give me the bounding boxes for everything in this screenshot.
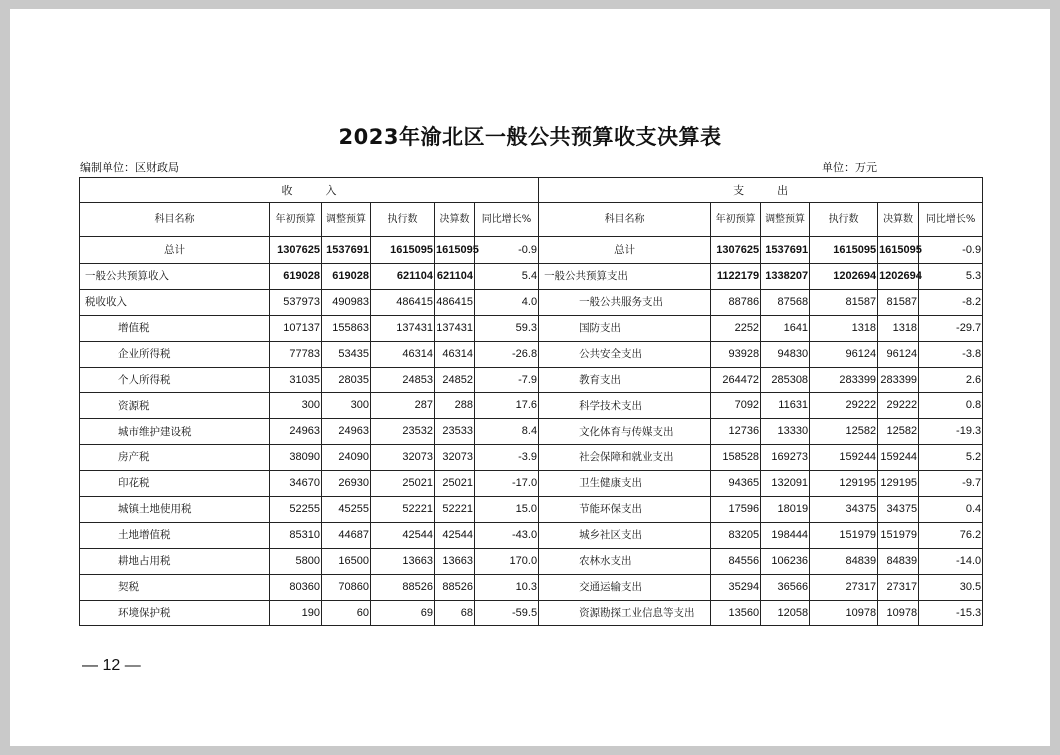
income-value-cell: 170.0 <box>475 548 539 574</box>
income-value-cell: 155863 <box>322 315 371 341</box>
income-item-name: 增值税 <box>80 315 270 341</box>
expense-value-cell: 2.6 <box>919 367 983 393</box>
income-item-name: 房产税 <box>80 445 270 471</box>
expense-item-name: 总计 <box>539 237 711 264</box>
expense-item-name: 一般公共预算支出 <box>539 264 711 290</box>
income-value-cell: 619028 <box>270 264 322 290</box>
expense-value-cell: 12058 <box>761 600 810 626</box>
income-value-cell: 46314 <box>435 341 475 367</box>
income-value-cell: 53435 <box>322 341 371 367</box>
income-value-cell: 24090 <box>322 445 371 471</box>
table-row <box>80 367 983 393</box>
income-item-name: 环境保护税 <box>80 600 270 626</box>
column-header: 年初预算 <box>711 203 761 237</box>
table-row <box>80 522 983 548</box>
document-page <box>10 9 1050 746</box>
income-section-header: 收 入 <box>80 178 539 203</box>
expense-item-name: 节能环保支出 <box>539 497 711 523</box>
expense-value-cell: 29222 <box>878 393 919 419</box>
expense-value-cell: 159244 <box>810 445 878 471</box>
expense-value-cell: 18019 <box>761 497 810 523</box>
expense-value-cell: -0.9 <box>919 237 983 264</box>
expense-value-cell: -9.7 <box>919 471 983 497</box>
expense-value-cell: 169273 <box>761 445 810 471</box>
income-item-name: 企业所得税 <box>80 341 270 367</box>
income-item-name: 一般公共预算收入 <box>80 264 270 290</box>
income-value-cell: 46314 <box>371 341 435 367</box>
expense-value-cell: 29222 <box>810 393 878 419</box>
expense-value-cell: 87568 <box>761 289 810 315</box>
expense-value-cell: 1307625 <box>711 237 761 264</box>
column-header: 决算数 <box>878 203 919 237</box>
table-row <box>80 237 983 264</box>
income-value-cell: 24963 <box>322 419 371 445</box>
income-item-name: 税收收入 <box>80 289 270 315</box>
income-value-cell: -17.0 <box>475 471 539 497</box>
income-value-cell: -3.9 <box>475 445 539 471</box>
income-value-cell: 137431 <box>435 315 475 341</box>
table-row <box>80 419 983 445</box>
expense-value-cell: 94830 <box>761 341 810 367</box>
expense-value-cell: 5.3 <box>919 264 983 290</box>
income-value-cell: 59.3 <box>475 315 539 341</box>
income-value-cell: -26.8 <box>475 341 539 367</box>
income-value-cell: 25021 <box>435 471 475 497</box>
expense-value-cell: 2252 <box>711 315 761 341</box>
expense-value-cell: 1318 <box>878 315 919 341</box>
expense-value-cell: 132091 <box>761 471 810 497</box>
income-value-cell: 34670 <box>270 471 322 497</box>
expense-value-cell: -19.3 <box>919 419 983 445</box>
budget-table <box>79 177 983 626</box>
column-header: 科目名称 <box>539 203 711 237</box>
income-item-name: 资源税 <box>80 393 270 419</box>
expense-value-cell: 12736 <box>711 419 761 445</box>
expense-value-cell: 84556 <box>711 548 761 574</box>
expense-value-cell: -14.0 <box>919 548 983 574</box>
expense-value-cell: 1615095 <box>878 237 919 264</box>
expense-value-cell: 283399 <box>810 367 878 393</box>
expense-value-cell: 5.2 <box>919 445 983 471</box>
income-value-cell: 10.3 <box>475 574 539 600</box>
expense-section-header: 支 出 <box>539 178 983 203</box>
income-item-name: 城镇土地使用税 <box>80 497 270 523</box>
expense-value-cell: 83205 <box>711 522 761 548</box>
table-row <box>80 574 983 600</box>
income-item-name: 印花税 <box>80 471 270 497</box>
income-value-cell: 26930 <box>322 471 371 497</box>
income-value-cell: 300 <box>322 393 371 419</box>
expense-value-cell: 10978 <box>878 600 919 626</box>
expense-item-name: 卫生健康支出 <box>539 471 711 497</box>
income-value-cell: 4.0 <box>475 289 539 315</box>
expense-value-cell: 13330 <box>761 419 810 445</box>
income-value-cell: 1537691 <box>322 237 371 264</box>
income-item-name: 耕地占用税 <box>80 548 270 574</box>
income-value-cell: 25021 <box>371 471 435 497</box>
income-item-name: 总计 <box>80 237 270 264</box>
income-value-cell: 8.4 <box>475 419 539 445</box>
income-value-cell: 77783 <box>270 341 322 367</box>
expense-value-cell: 151979 <box>878 522 919 548</box>
income-value-cell: 31035 <box>270 367 322 393</box>
expense-value-cell: 198444 <box>761 522 810 548</box>
income-value-cell: 621104 <box>435 264 475 290</box>
expense-value-cell: 36566 <box>761 574 810 600</box>
income-value-cell: 17.6 <box>475 393 539 419</box>
unit-label: 单位：万元 <box>822 161 877 174</box>
expense-value-cell: 1641 <box>761 315 810 341</box>
income-value-cell: 15.0 <box>475 497 539 523</box>
section-header-row <box>80 178 983 203</box>
expense-value-cell: 1202694 <box>810 264 878 290</box>
income-value-cell: 52221 <box>371 497 435 523</box>
expense-value-cell: 93928 <box>711 341 761 367</box>
income-value-cell: 5.4 <box>475 264 539 290</box>
income-value-cell: 5800 <box>270 548 322 574</box>
income-value-cell: 52221 <box>435 497 475 523</box>
income-value-cell: 300 <box>270 393 322 419</box>
table-row <box>80 471 983 497</box>
income-value-cell: 13663 <box>371 548 435 574</box>
expense-value-cell: 106236 <box>761 548 810 574</box>
income-value-cell: 23532 <box>371 419 435 445</box>
expense-value-cell: 283399 <box>878 367 919 393</box>
expense-value-cell: -8.2 <box>919 289 983 315</box>
income-item-name: 个人所得税 <box>80 367 270 393</box>
expense-value-cell: 1318 <box>810 315 878 341</box>
compiler-label: 编制单位：区财政局 <box>80 161 179 174</box>
income-value-cell: 44687 <box>322 522 371 548</box>
income-item-name: 土地增值税 <box>80 522 270 548</box>
income-value-cell: -43.0 <box>475 522 539 548</box>
expense-value-cell: 35294 <box>711 574 761 600</box>
income-item-name: 城市维护建设税 <box>80 419 270 445</box>
income-value-cell: 70860 <box>322 574 371 600</box>
income-value-cell: 107137 <box>270 315 322 341</box>
expense-value-cell: 30.5 <box>919 574 983 600</box>
income-value-cell: 16500 <box>322 548 371 574</box>
expense-value-cell: 81587 <box>810 289 878 315</box>
expense-value-cell: 129195 <box>810 471 878 497</box>
expense-value-cell: 1202694 <box>878 264 919 290</box>
income-value-cell: 287 <box>371 393 435 419</box>
income-value-cell: 621104 <box>371 264 435 290</box>
income-value-cell: 52255 <box>270 497 322 523</box>
expense-value-cell: 1615095 <box>810 237 878 264</box>
income-value-cell: 88526 <box>371 574 435 600</box>
expense-value-cell: 1122179 <box>711 264 761 290</box>
expense-value-cell: 10978 <box>810 600 878 626</box>
income-value-cell: -59.5 <box>475 600 539 626</box>
expense-value-cell: 94365 <box>711 471 761 497</box>
expense-item-name: 资源勘探工业信息等支出 <box>539 600 711 626</box>
expense-item-name: 农林水支出 <box>539 548 711 574</box>
income-value-cell: 24852 <box>435 367 475 393</box>
income-value-cell: 486415 <box>371 289 435 315</box>
expense-value-cell: 84839 <box>878 548 919 574</box>
expense-value-cell: 129195 <box>878 471 919 497</box>
page-title: 2023年渝北区一般公共预算收支决算表 <box>338 125 722 149</box>
income-value-cell: 45255 <box>322 497 371 523</box>
income-value-cell: 68 <box>435 600 475 626</box>
income-value-cell: 24963 <box>270 419 322 445</box>
income-value-cell: 38090 <box>270 445 322 471</box>
expense-value-cell: 13560 <box>711 600 761 626</box>
income-value-cell: 137431 <box>371 315 435 341</box>
expense-value-cell: 12582 <box>810 419 878 445</box>
expense-value-cell: 11631 <box>761 393 810 419</box>
income-value-cell: 32073 <box>435 445 475 471</box>
expense-item-name: 一般公共服务支出 <box>539 289 711 315</box>
expense-value-cell: 1537691 <box>761 237 810 264</box>
income-value-cell: 42544 <box>371 522 435 548</box>
income-value-cell: 69 <box>371 600 435 626</box>
income-value-cell: 619028 <box>322 264 371 290</box>
table-row <box>80 497 983 523</box>
expense-value-cell: 88786 <box>711 289 761 315</box>
income-value-cell: 42544 <box>435 522 475 548</box>
table-row <box>80 393 983 419</box>
income-value-cell: 32073 <box>371 445 435 471</box>
expense-value-cell: 81587 <box>878 289 919 315</box>
column-header-row <box>80 203 983 237</box>
expense-value-cell: 96124 <box>878 341 919 367</box>
expense-value-cell: 27317 <box>878 574 919 600</box>
income-item-name: 契税 <box>80 574 270 600</box>
income-value-cell: 1615095 <box>435 237 475 264</box>
income-value-cell: 80360 <box>270 574 322 600</box>
expense-value-cell: 264472 <box>711 367 761 393</box>
income-value-cell: 85310 <box>270 522 322 548</box>
expense-item-name: 教育支出 <box>539 367 711 393</box>
income-value-cell: -0.9 <box>475 237 539 264</box>
column-header: 同比增长% <box>475 203 539 237</box>
income-value-cell: 288 <box>435 393 475 419</box>
expense-value-cell: -15.3 <box>919 600 983 626</box>
expense-value-cell: 158528 <box>711 445 761 471</box>
expense-value-cell: 1338207 <box>761 264 810 290</box>
income-value-cell: -7.9 <box>475 367 539 393</box>
expense-value-cell: 34375 <box>878 497 919 523</box>
income-value-cell: 486415 <box>435 289 475 315</box>
income-value-cell: 1615095 <box>371 237 435 264</box>
expense-value-cell: -29.7 <box>919 315 983 341</box>
expense-value-cell: 27317 <box>810 574 878 600</box>
column-header: 调整预算 <box>761 203 810 237</box>
page-number: — 12 — <box>82 657 141 674</box>
column-header: 年初预算 <box>270 203 322 237</box>
income-value-cell: 13663 <box>435 548 475 574</box>
table-row <box>80 341 983 367</box>
income-value-cell: 24853 <box>371 367 435 393</box>
expense-item-name: 社会保障和就业支出 <box>539 445 711 471</box>
expense-value-cell: 151979 <box>810 522 878 548</box>
income-value-cell: 88526 <box>435 574 475 600</box>
table-row <box>80 445 983 471</box>
column-header: 决算数 <box>435 203 475 237</box>
income-value-cell: 28035 <box>322 367 371 393</box>
expense-value-cell: 17596 <box>711 497 761 523</box>
table-row <box>80 264 983 290</box>
expense-item-name: 城乡社区支出 <box>539 522 711 548</box>
expense-item-name: 公共安全支出 <box>539 341 711 367</box>
income-value-cell: 537973 <box>270 289 322 315</box>
expense-value-cell: 0.8 <box>919 393 983 419</box>
expense-value-cell: 84839 <box>810 548 878 574</box>
income-value-cell: 490983 <box>322 289 371 315</box>
column-header: 同比增长% <box>919 203 983 237</box>
expense-value-cell: 7092 <box>711 393 761 419</box>
expense-value-cell: 76.2 <box>919 522 983 548</box>
expense-value-cell: 96124 <box>810 341 878 367</box>
expense-item-name: 交通运输支出 <box>539 574 711 600</box>
column-header: 调整预算 <box>322 203 371 237</box>
expense-value-cell: 159244 <box>878 445 919 471</box>
expense-item-name: 国防支出 <box>539 315 711 341</box>
table-row <box>80 315 983 341</box>
table-row <box>80 548 983 574</box>
income-value-cell: 23533 <box>435 419 475 445</box>
expense-item-name: 文化体育与传媒支出 <box>539 419 711 445</box>
income-value-cell: 1307625 <box>270 237 322 264</box>
expense-value-cell: 12582 <box>878 419 919 445</box>
table-row <box>80 289 983 315</box>
expense-value-cell: 0.4 <box>919 497 983 523</box>
column-header: 科目名称 <box>80 203 270 237</box>
expense-value-cell: 285308 <box>761 367 810 393</box>
column-header: 执行数 <box>371 203 435 237</box>
income-value-cell: 190 <box>270 600 322 626</box>
expense-item-name: 科学技术支出 <box>539 393 711 419</box>
expense-value-cell: -3.8 <box>919 341 983 367</box>
table-row <box>80 600 983 626</box>
column-header: 执行数 <box>810 203 878 237</box>
income-value-cell: 60 <box>322 600 371 626</box>
expense-value-cell: 34375 <box>810 497 878 523</box>
